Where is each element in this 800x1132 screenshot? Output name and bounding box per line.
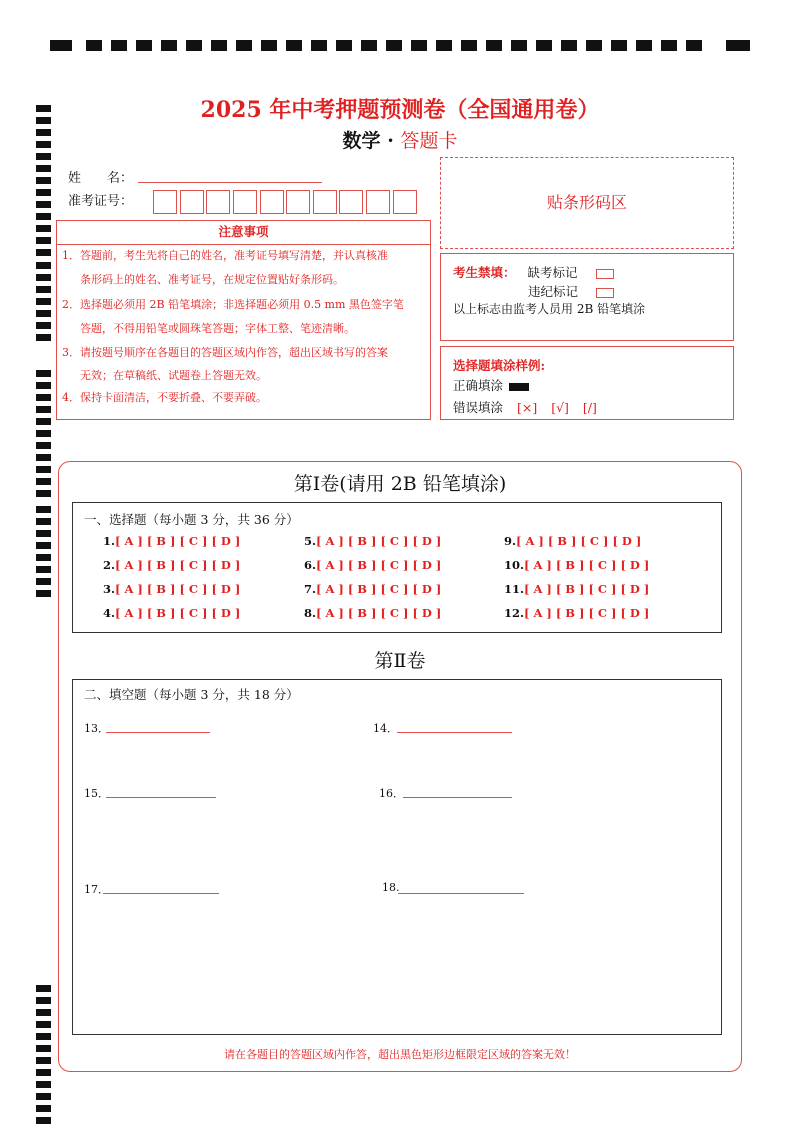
timing-mark [36,566,51,573]
exam-number-label: 准考证号： [68,194,134,209]
fill-section-title: 二、填空题（每小题 3 分，共 18 分） [84,687,299,702]
notice-item-3: 3．请按题号顺序在各题目的答题区域内作答，超出区域书写的答案 [62,346,388,359]
notice-item-4: 4．保持卡面清洁，不要折叠、不要弄破。 [62,391,267,404]
notice-item-3-cont: 无效；在草稿纸、试题卷上答题无效。 [80,369,267,382]
choice-question-11[interactable] [504,582,649,596]
timing-mark [36,406,51,413]
timing-mark [36,1081,51,1088]
blank-14-line[interactable] [397,732,512,733]
notice-item-1-cont: 条形码上的姓名、准考证号，在规定位置贴好条形码。 [80,273,344,286]
timing-mark [36,1117,51,1124]
blank-16-line[interactable] [403,797,512,798]
notice-title: 注意事项 [218,224,269,239]
choice-section-title: 一、选择题（每小题 3 分，共 36 分） [84,512,299,527]
subject-name: 数学 [342,130,381,152]
question-number: 4. [103,606,116,620]
choice-question-4[interactable] [103,606,240,620]
absent-label: 缺考标记 [527,265,578,280]
question-number: 10. [504,558,525,572]
forbidden-note: 以上标志由监考人员用 2B 铅笔填涂 [453,302,646,316]
timing-mark [36,1009,51,1016]
timing-mark [36,1021,51,1028]
timing-mark [36,518,51,525]
blank-18-label: 18. [382,881,400,894]
timing-mark [36,1033,51,1040]
part1-title: 第Ⅰ卷(请用 2B 铅笔填涂) [293,473,507,495]
separator-dot: · [387,130,394,152]
timing-mark [36,262,51,269]
timing-mark [36,530,51,537]
blank-17-label: 17． [84,883,109,896]
blank-14-label: 14． [373,722,398,735]
question-number: 5. [304,534,317,548]
timing-mark [36,590,51,597]
sample-wrong [453,398,597,416]
answer-options[interactable]: [ A ] [ B ] [ C ] [ D ] [316,534,442,548]
timing-mark [36,506,51,513]
answer-options[interactable]: [ A ] [ B ] [ C ] [ D ] [316,606,442,620]
sample-title: 选择题填涂样例: [453,358,546,373]
question-number: 8. [304,606,317,620]
timing-mark [36,165,51,172]
answer-card-label: 答题卡 [400,130,458,152]
choice-question-6[interactable] [304,558,441,572]
timing-mark [36,370,51,377]
timing-mark [36,201,51,208]
answer-options[interactable]: [ A ] [ B ] [ C ] [ D ] [115,558,241,572]
answer-options[interactable]: [ A ] [ B ] [ C ] [ D ] [115,534,241,548]
answer-options[interactable]: [ A ] [ B ] [ C ] [ D ] [524,582,650,596]
timing-mark [36,213,51,220]
question-number: 7. [304,582,317,596]
choice-question-8[interactable] [304,606,441,620]
timing-mark [36,1093,51,1100]
name-label: 姓 名： [68,171,134,186]
answer-options[interactable]: [ A ] [ B ] [ C ] [ D ] [115,606,241,620]
timing-mark [36,322,51,329]
answer-options[interactable]: [ A ] [ B ] [ C ] [ D ] [115,582,241,596]
timing-mark [36,1069,51,1076]
barcode-area[interactable] [440,157,734,249]
blank-18-line[interactable] [398,893,524,894]
answer-options[interactable]: [ A ] [ B ] [ C ] [ D ] [516,534,642,548]
answer-options[interactable]: [ A ] [ B ] [ C ] [ D ] [316,582,442,596]
timing-mark [36,237,51,244]
timing-mark [36,454,51,461]
choice-question-1[interactable] [103,534,240,548]
sample-correct-label: 正确填涂 [453,378,504,393]
timing-mark [36,1105,51,1112]
timing-mark [36,997,51,1004]
question-number: 11. [504,582,525,596]
choice-question-3[interactable] [103,582,240,596]
blank-15-label: 15． [84,787,109,800]
blank-16-label: 16． [379,787,404,800]
timing-mark [36,578,51,585]
blank-13-line[interactable] [106,732,210,733]
answer-options[interactable]: [ A ] [ B ] [ C ] [ D ] [316,558,442,572]
timing-mark [36,153,51,160]
timing-mark [36,985,51,992]
notice-item-2-cont: 答题，不得用铅笔或圆珠笔答题；字体工整、笔迹清晰。 [80,322,355,335]
absent-mark-box[interactable] [596,269,614,279]
answer-options[interactable]: [ A ] [ B ] [ C ] [ D ] [524,558,650,572]
violation-mark-box[interactable] [596,288,614,298]
timing-mark [36,298,51,305]
name-field[interactable] [138,182,322,183]
wrong-mark-check-icon: [√] [551,400,569,415]
forbidden-line-2 [528,282,614,300]
forbidden-line-1 [453,263,614,281]
question-number: 6. [304,558,317,572]
choice-question-9[interactable] [504,534,641,548]
question-number: 3. [103,582,116,596]
timing-mark [36,310,51,317]
timing-mark [36,382,51,389]
question-number: 2. [103,558,116,572]
timing-mark [36,430,51,437]
forbidden-title: 考生禁填： [453,265,516,280]
question-number: 9. [504,534,517,548]
choice-question-10[interactable] [504,558,649,572]
wrong-mark-slash-icon: [/] [582,400,597,415]
notice-item-1: 1．答题前，考生先将自己的姓名，准考证号填写清楚，并认真核准 [62,249,388,262]
footer-warning: 请在各题目的答题区域内作答，超出黑色矩形边框限定区域的答案无效！ [224,1048,576,1061]
timing-mark [36,189,51,196]
choice-question-12[interactable] [504,606,649,620]
timing-mark [36,418,51,425]
subject-title [0,126,800,153]
timing-mark [36,249,51,256]
timing-mark [36,554,51,561]
timing-mark [36,334,51,341]
barcode-label: 贴条形码区 [546,193,627,212]
timing-mark [36,286,51,293]
timing-mark [36,394,51,401]
blank-15-line[interactable] [106,797,216,798]
blank-13-label: 13． [84,722,109,735]
forbidden-box [440,253,734,341]
sample-box [440,346,734,420]
timing-mark [36,442,51,449]
choice-question-7[interactable] [304,582,441,596]
sample-correct [453,376,529,394]
part2-title: 第Ⅱ卷 [374,650,426,672]
blank-17-line[interactable] [103,893,219,894]
answer-options[interactable]: [ A ] [ B ] [ C ] [ D ] [524,606,650,620]
filled-mark-icon [509,383,529,391]
choice-question-2[interactable] [103,558,240,572]
timing-mark [36,542,51,549]
page-title: 2025 年中考押题预测卷（全国通用卷） [200,97,600,123]
question-number: 12. [504,606,525,620]
timing-mark [36,177,51,184]
question-number: 1. [103,534,116,548]
violation-label: 违纪标记 [528,284,579,299]
notice-item-2: 2．选择题必须用 2B 铅笔填涂；非选择题必须用 0.5 mm 黑色签字笔 [62,298,404,311]
wrong-mark-cross-icon: [×] [517,400,538,415]
sample-wrong-label: 错误填涂 [453,400,504,415]
timing-mark [36,225,51,232]
timing-mark [36,274,51,281]
choice-question-5[interactable] [304,534,441,548]
